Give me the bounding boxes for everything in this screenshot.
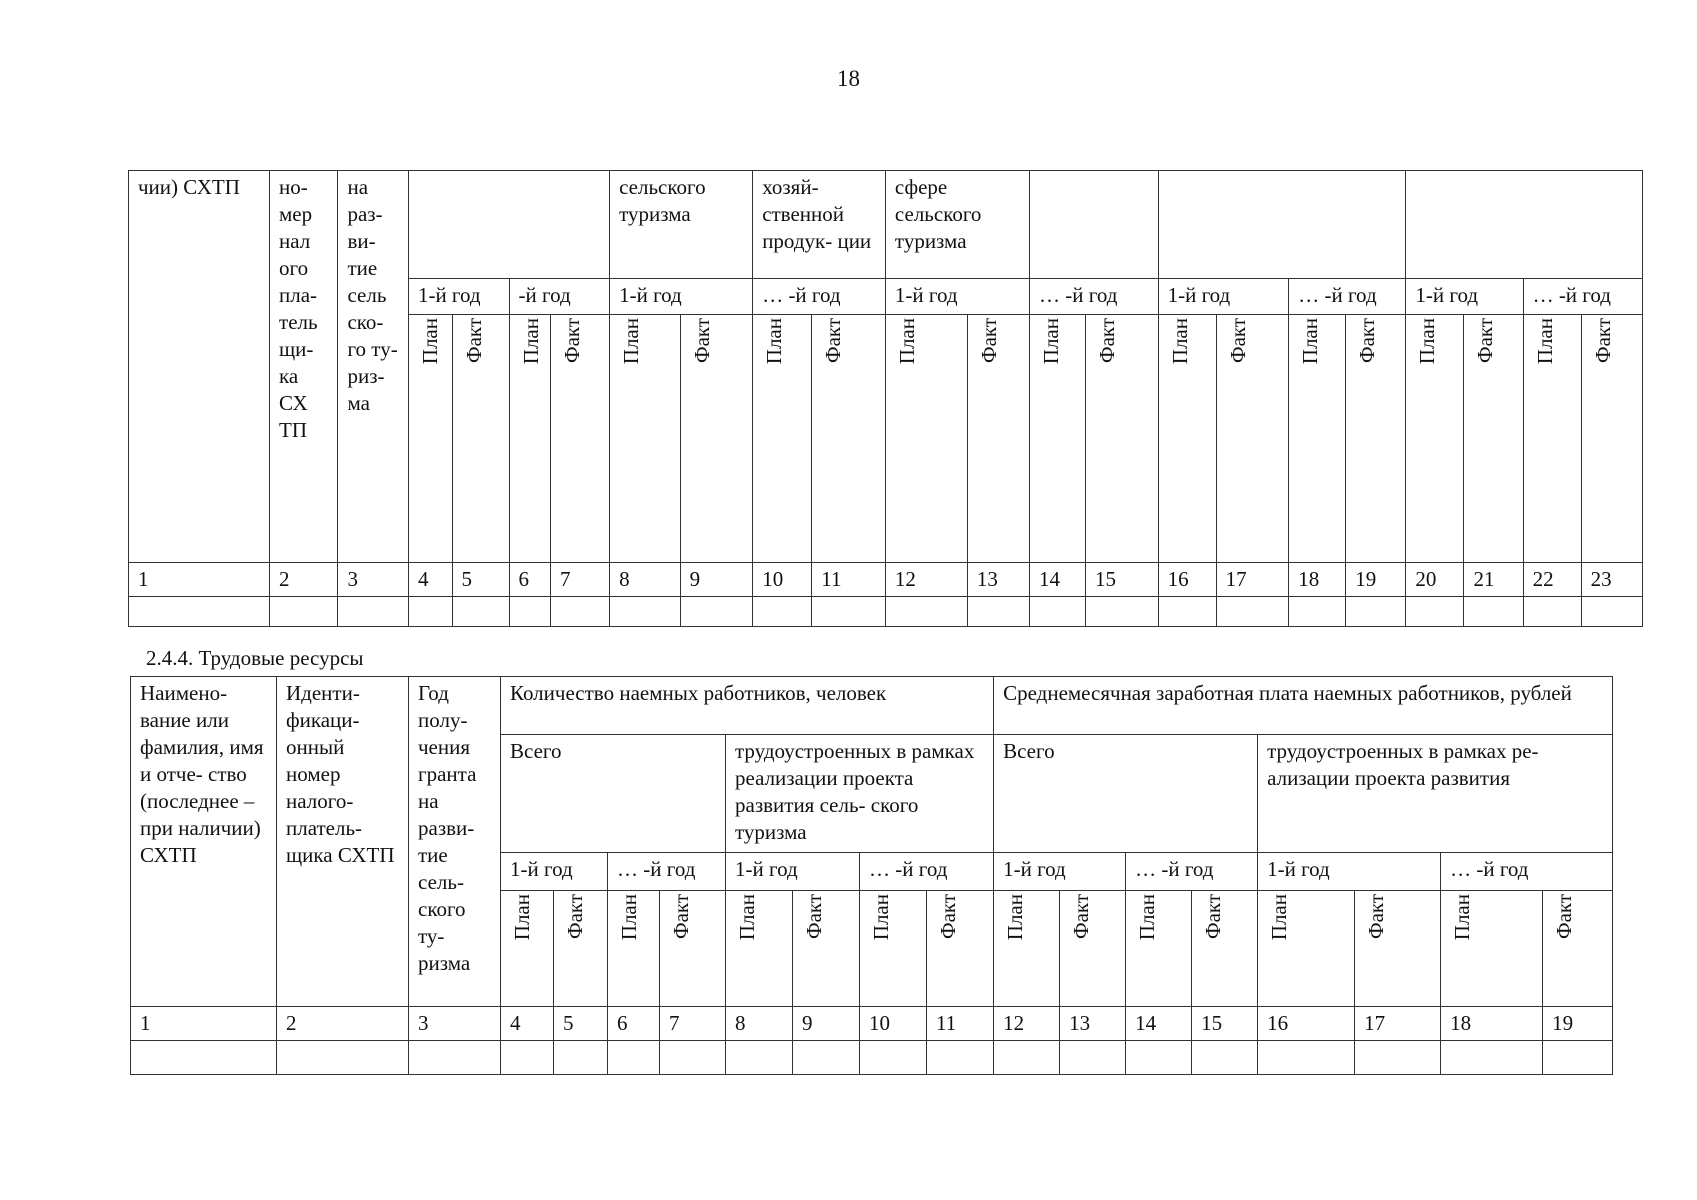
t2-empty-cell <box>608 1041 660 1075</box>
fact-label: Факт <box>560 318 584 364</box>
t2-col-number: 13 <box>1060 1007 1126 1041</box>
fact-label: Факт <box>976 318 1001 364</box>
t2-col-number: 5 <box>554 1007 608 1041</box>
t2-header-grant-year: Год полу- чения гранта на разви- тие сель- ского ту- ризма <box>409 677 501 1007</box>
t2-empty-cell <box>1126 1041 1192 1075</box>
t2-empty-cell <box>660 1041 726 1075</box>
t1-col-number: 11 <box>812 563 886 597</box>
t1-plan-cell <box>885 315 967 563</box>
plan-label: План <box>894 318 919 365</box>
t2-year-header: 1-й год <box>994 853 1126 891</box>
t1-col-number: 6 <box>509 563 550 597</box>
t1-col-number: 5 <box>452 563 509 597</box>
t2-year-header: 1-й год <box>726 853 860 891</box>
t2-sub-employed: трудоустроенных в рамках реализации проекта развития сель- ского туризма <box>726 735 994 853</box>
t1-empty-cell <box>1289 597 1346 627</box>
t1-empty-cell <box>129 597 270 627</box>
fact-label: Факт <box>1201 894 1226 940</box>
t1-empty-cell <box>1346 597 1406 627</box>
t1-group-header <box>1158 171 1406 279</box>
t1-year-header: 1-й год <box>885 279 1029 315</box>
t1-group-header: хозяй- ственной продук- ции <box>753 171 886 279</box>
t2-empty-cell <box>1441 1041 1543 1075</box>
t1-group-header: сельского туризма <box>610 171 753 279</box>
t1-empty-cell <box>1464 597 1523 627</box>
t2-empty-cell <box>409 1041 501 1075</box>
t1-group-header: сфере сельского туризма <box>885 171 1029 279</box>
t1-group-header <box>1030 171 1159 279</box>
t2-fact-cell <box>1192 891 1258 1007</box>
fact-label: Факт <box>1590 318 1615 364</box>
t2-empty-cell <box>131 1041 277 1075</box>
t2-col-number: 2 <box>277 1007 409 1041</box>
t1-plan-cell <box>1406 315 1464 563</box>
t2-group-employees-count: Количество наемных работников, человек <box>501 677 994 735</box>
t2-col-number: 19 <box>1543 1007 1613 1041</box>
t2-number-row <box>131 1007 1613 1041</box>
t1-col-number: 12 <box>885 563 967 597</box>
t1-plan-cell <box>509 315 550 563</box>
t2-empty-cell <box>1060 1041 1126 1075</box>
t1-empty-cell <box>551 597 610 627</box>
t1-empty-cell <box>1581 597 1642 627</box>
t2-plan-cell <box>1126 891 1192 1007</box>
t1-empty-cell <box>408 597 452 627</box>
t1-empty-cell <box>812 597 886 627</box>
plan-label: План <box>1298 318 1323 365</box>
t2-year-header: … -й год <box>1441 853 1613 891</box>
plan-label: План <box>518 318 543 365</box>
t2-empty-cell <box>1543 1041 1613 1075</box>
fact-label: Факт <box>1095 318 1120 364</box>
t2-col-number: 12 <box>994 1007 1060 1041</box>
fact-label: Факт <box>821 318 846 364</box>
t1-empty-cell <box>885 597 967 627</box>
plan-label: План <box>1039 318 1064 365</box>
plan-label: План <box>1415 318 1440 365</box>
t2-col-number: 6 <box>608 1007 660 1041</box>
t1-col-number: 1 <box>129 563 270 597</box>
t2-fact-cell <box>1543 891 1613 1007</box>
fact-label: Факт <box>669 894 693 940</box>
t1-empty-cell <box>1030 597 1086 627</box>
plan-label: План <box>735 894 759 941</box>
t2-plan-cell <box>726 891 793 1007</box>
t2-group-average-salary: Среднемесячная заработная плата наемных работников, рублей <box>994 677 1613 735</box>
t2-col-number: 14 <box>1126 1007 1192 1041</box>
t2-year-header: … -й год <box>608 853 726 891</box>
page-number: 18 <box>837 66 860 91</box>
t1-fact-cell <box>1464 315 1523 563</box>
t1-fact-cell <box>680 315 753 563</box>
t2-empty-cell <box>277 1041 409 1075</box>
t2-fact-cell <box>793 891 860 1007</box>
plan-label: План <box>1267 894 1292 941</box>
t2-empty-cell <box>726 1041 793 1075</box>
t2-empty-cell <box>927 1041 994 1075</box>
t2-header-name: Наимено- вание или фамилия, имя и отче- ство (последнее – при наличии) СХТП <box>131 677 277 1007</box>
fact-label: Факт <box>1364 894 1389 940</box>
t2-header-inn: Иденти- фикаци- онный номер налого- платель- щика СХТП <box>277 677 409 1007</box>
t1-fact-cell <box>1346 315 1406 563</box>
t1-year-header: 1-й год <box>408 279 509 315</box>
t1-plan-cell <box>753 315 812 563</box>
t1-col-number: 10 <box>753 563 812 597</box>
t2-sub-total: Всего <box>501 735 726 853</box>
plan-label: План <box>617 894 641 941</box>
t2-col-number: 17 <box>1355 1007 1441 1041</box>
plan-label: План <box>762 318 787 365</box>
t2-col-number: 11 <box>927 1007 994 1041</box>
t1-number-row <box>129 563 1643 597</box>
t1-col-number: 8 <box>610 563 681 597</box>
t2-empty-cell <box>554 1041 608 1075</box>
t1-empty-cell <box>338 597 409 627</box>
plan-label: План <box>869 894 893 941</box>
fact-label: Факт <box>1552 894 1577 940</box>
t1-col-number: 18 <box>1289 563 1346 597</box>
t1-col-number: 2 <box>270 563 338 597</box>
t2-sub-total: Всего <box>994 735 1258 853</box>
t1-col-number: 13 <box>967 563 1029 597</box>
t1-fact-cell <box>967 315 1029 563</box>
t1-plan-cell <box>408 315 452 563</box>
t1-header-col1: чии) СХТП <box>129 171 270 563</box>
t1-col-number: 19 <box>1346 563 1406 597</box>
t1-empty-cell <box>1406 597 1464 627</box>
t1-col-number: 21 <box>1464 563 1523 597</box>
fact-label: Факт <box>461 318 486 364</box>
t1-year-header: … -й год <box>1289 279 1406 315</box>
t1-fact-cell <box>1216 315 1289 563</box>
t1-plan-cell <box>610 315 681 563</box>
t1-header-col3: на раз- ви- тие сель ско- го ту- риз- ма <box>338 171 409 563</box>
t1-group-header <box>1406 171 1643 279</box>
t1-plan-cell <box>1523 315 1581 563</box>
t2-col-number: 8 <box>726 1007 793 1041</box>
t1-header-col2: но- мер нал ого пла- тель щи- ка СХ ТП <box>270 171 338 563</box>
t1-empty-cell <box>509 597 550 627</box>
table-continuation <box>128 170 1643 627</box>
t1-year-header: 1-й год <box>1406 279 1523 315</box>
plan-label: План <box>619 318 644 365</box>
t2-year-header: … -й год <box>1126 853 1258 891</box>
t2-year-header: … -й год <box>860 853 994 891</box>
t2-col-number: 3 <box>409 1007 501 1041</box>
t2-col-number: 9 <box>793 1007 860 1041</box>
t2-plan-cell <box>1258 891 1355 1007</box>
t2-empty-cell <box>1258 1041 1355 1075</box>
t2-fact-cell <box>927 891 994 1007</box>
plan-label: План <box>510 894 534 941</box>
fact-label: Факт <box>1225 318 1250 364</box>
t2-fact-cell <box>1060 891 1126 1007</box>
t2-empty-cell <box>1355 1041 1441 1075</box>
t2-plan-cell <box>608 891 660 1007</box>
t2-empty-cell <box>1192 1041 1258 1075</box>
t2-plan-cell <box>1441 891 1543 1007</box>
t1-col-number: 3 <box>338 563 409 597</box>
t2-plan-cell <box>994 891 1060 1007</box>
t1-col-number: 22 <box>1523 563 1581 597</box>
t2-empty-cell <box>501 1041 554 1075</box>
section-title: 2.4.4. Трудовые ресурсы <box>146 646 364 670</box>
t1-year-header: -й год <box>509 279 610 315</box>
t2-year-header: 1-й год <box>501 853 608 891</box>
fact-label: Факт <box>1355 318 1380 364</box>
t2-sub-employed: трудоустроенных в рамках ре- ализации проекта развития <box>1258 735 1613 853</box>
t1-empty-data-row <box>129 597 1643 627</box>
t1-col-number: 16 <box>1158 563 1216 597</box>
t1-empty-cell <box>967 597 1029 627</box>
t1-year-header: 1-й год <box>1158 279 1289 315</box>
plan-label: План <box>417 318 442 365</box>
plan-label: План <box>1450 894 1475 941</box>
t1-col-number: 14 <box>1030 563 1086 597</box>
t1-year-header: 1-й год <box>610 279 753 315</box>
t2-col-number: 1 <box>131 1007 277 1041</box>
t1-col-number: 17 <box>1216 563 1289 597</box>
t1-empty-cell <box>1086 597 1159 627</box>
plan-label: План <box>1003 894 1028 941</box>
t2-empty-cell <box>860 1041 927 1075</box>
t1-year-header: … -й год <box>1030 279 1159 315</box>
t1-col-number: 4 <box>408 563 452 597</box>
t2-empty-data-row <box>131 1041 1613 1075</box>
fact-label: Факт <box>563 894 587 940</box>
t1-group-header <box>408 171 609 279</box>
t2-col-number: 4 <box>501 1007 554 1041</box>
t1-year-header: … -й год <box>1523 279 1642 315</box>
t1-empty-cell <box>1158 597 1216 627</box>
fact-label: Факт <box>689 318 714 364</box>
t1-col-number: 23 <box>1581 563 1642 597</box>
plan-label: План <box>1135 894 1160 941</box>
t1-empty-cell <box>270 597 338 627</box>
t2-fact-cell <box>1355 891 1441 1007</box>
t1-col-number: 20 <box>1406 563 1464 597</box>
t1-col-number: 7 <box>551 563 610 597</box>
fact-label: Факт <box>1473 318 1498 364</box>
t1-fact-cell <box>452 315 509 563</box>
plan-label: План <box>1167 318 1192 365</box>
fact-label: Факт <box>936 894 960 940</box>
t1-empty-cell <box>610 597 681 627</box>
t2-col-number: 15 <box>1192 1007 1258 1041</box>
t1-fact-cell <box>812 315 886 563</box>
t2-col-number: 18 <box>1441 1007 1543 1041</box>
t1-empty-cell <box>680 597 753 627</box>
t2-plan-cell <box>860 891 927 1007</box>
t1-year-header: … -й год <box>753 279 886 315</box>
t2-empty-cell <box>994 1041 1060 1075</box>
t1-plan-cell <box>1158 315 1216 563</box>
t1-fact-cell <box>1581 315 1642 563</box>
t2-fact-cell <box>554 891 608 1007</box>
plan-label: План <box>1532 318 1557 365</box>
t2-year-header: 1-й год <box>1258 853 1441 891</box>
t1-empty-cell <box>1523 597 1581 627</box>
t2-empty-cell <box>793 1041 860 1075</box>
t1-col-number: 15 <box>1086 563 1159 597</box>
t1-plan-cell <box>1030 315 1086 563</box>
fact-label: Факт <box>802 894 826 940</box>
t1-plan-cell <box>1289 315 1346 563</box>
t2-plan-cell <box>501 891 554 1007</box>
t1-fact-cell <box>551 315 610 563</box>
t2-col-number: 16 <box>1258 1007 1355 1041</box>
t1-empty-cell <box>452 597 509 627</box>
fact-label: Факт <box>1069 894 1094 940</box>
t1-empty-cell <box>1216 597 1289 627</box>
t1-empty-cell <box>753 597 812 627</box>
table-labor-resources <box>130 676 1613 1075</box>
t1-fact-cell <box>1086 315 1159 563</box>
t2-col-number: 7 <box>660 1007 726 1041</box>
t1-col-number: 9 <box>680 563 753 597</box>
t2-col-number: 10 <box>860 1007 927 1041</box>
t2-fact-cell <box>660 891 726 1007</box>
